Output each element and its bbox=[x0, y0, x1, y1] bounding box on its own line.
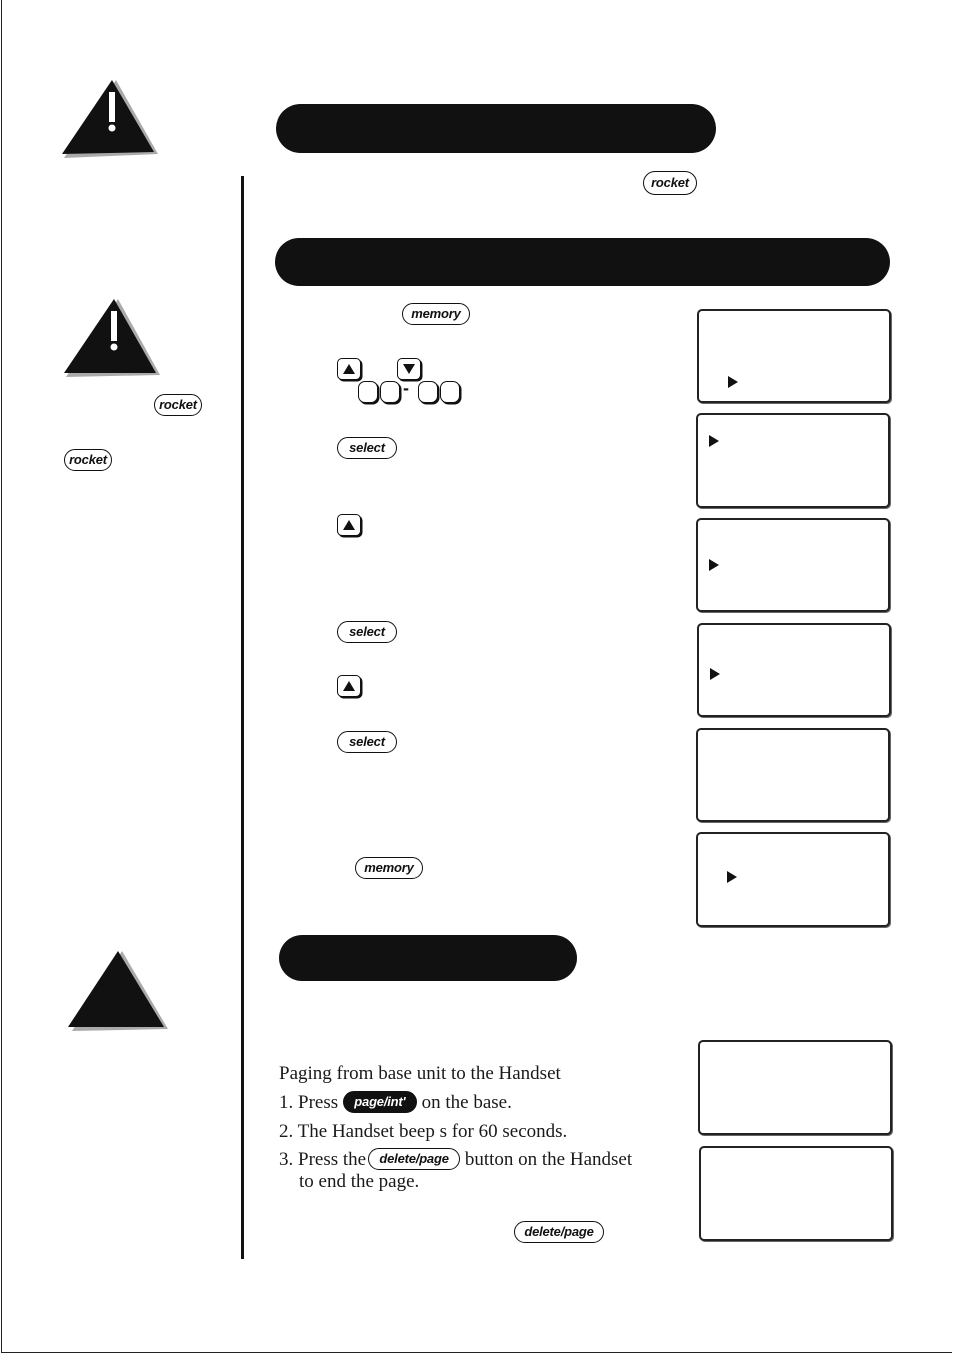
section-banner bbox=[275, 238, 890, 286]
lcd-screen bbox=[696, 728, 890, 822]
up-key bbox=[337, 514, 361, 536]
margin-divider bbox=[241, 176, 244, 1259]
digit-separator: - bbox=[403, 378, 409, 398]
section-banner bbox=[279, 935, 577, 981]
memory-button: memory bbox=[402, 303, 470, 325]
up-arrow-icon bbox=[343, 363, 355, 375]
digit-key bbox=[418, 381, 438, 403]
lcd-screen bbox=[696, 413, 890, 508]
digit-key bbox=[440, 381, 460, 403]
step3-suffix: button on the Handset bbox=[464, 1149, 633, 1170]
select-button: select bbox=[337, 731, 397, 753]
paging-step-3-cont: to end the page. bbox=[299, 1171, 420, 1192]
paging-step-1 bbox=[279, 1092, 512, 1115]
delete-page-button: delete/page bbox=[368, 1148, 460, 1170]
lcd-screen bbox=[699, 1146, 893, 1241]
section-banner bbox=[276, 104, 716, 153]
rocket-button: rocket bbox=[64, 449, 112, 471]
up-key bbox=[337, 675, 361, 697]
cursor-arrow-icon bbox=[709, 559, 719, 571]
down-arrow-icon bbox=[403, 363, 415, 375]
paging-step-3 bbox=[279, 1149, 632, 1172]
delete-page-button: delete/page bbox=[514, 1221, 604, 1243]
rocket-button: rocket bbox=[154, 394, 202, 416]
cursor-arrow-icon bbox=[728, 376, 738, 388]
page-int-button: page/int' bbox=[343, 1091, 417, 1113]
rocket-button: rocket bbox=[643, 171, 697, 195]
step3-prefix: 3. Press the bbox=[279, 1149, 367, 1170]
warning-icon bbox=[66, 949, 170, 1031]
cursor-arrow-icon bbox=[709, 435, 719, 447]
cursor-arrow-icon bbox=[727, 871, 737, 883]
paging-step-2: 2. The Handset beep s for 60 seconds. bbox=[279, 1121, 568, 1142]
lcd-screen bbox=[696, 518, 890, 612]
down-key bbox=[397, 358, 421, 380]
lcd-screen bbox=[697, 623, 891, 717]
lcd-screen bbox=[696, 832, 890, 927]
up-arrow-icon bbox=[343, 519, 355, 531]
cursor-arrow-icon bbox=[710, 668, 720, 680]
memory-button: memory bbox=[355, 857, 423, 879]
step1-prefix: 1. Press bbox=[279, 1092, 339, 1113]
lcd-screen bbox=[697, 309, 891, 403]
warning-icon bbox=[60, 78, 160, 158]
up-key bbox=[337, 358, 361, 380]
warning-icon bbox=[62, 297, 162, 377]
up-arrow-icon bbox=[343, 680, 355, 692]
select-button: select bbox=[337, 621, 397, 643]
paging-heading: Paging from base unit to the Handset bbox=[279, 1063, 561, 1084]
digit-key bbox=[380, 381, 400, 403]
digit-key bbox=[358, 381, 378, 403]
lcd-screen bbox=[698, 1040, 892, 1135]
step1-suffix: on the base. bbox=[421, 1092, 512, 1113]
select-button: select bbox=[337, 437, 397, 459]
